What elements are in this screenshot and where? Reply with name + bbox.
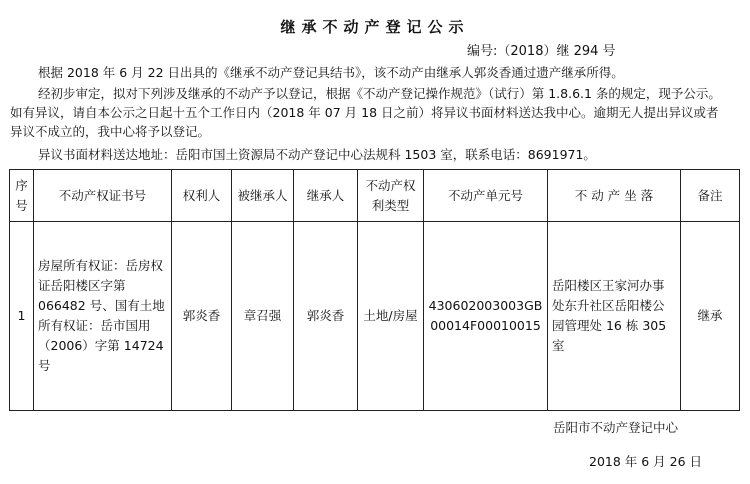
cell-remark: 继承: [681, 222, 740, 411]
paragraph-basis: 根据 2018 年 6 月 22 日出具的《继承不动产登记具结书》，该不动产由继承人郭炎香通过遗产继承所得。: [38, 65, 624, 80]
cell-unit-no: 430602003003GB00014F00010015: [424, 222, 548, 411]
table-header-row: [10, 170, 740, 222]
header-unit-no: 不动产单元号: [424, 170, 548, 222]
cell-cert: 房屋所有权证：岳房权证岳阳楼区字第 066482 号、国有土地所有权证：岳市国用（2006）字第 14724 号: [34, 222, 172, 411]
header-heir: 继承人: [294, 170, 358, 222]
document-title: 继承不动产登记公示: [280, 18, 470, 36]
table-row: [10, 222, 740, 411]
cell-heir: 郭炎香: [294, 222, 358, 411]
issuing-organization: 岳阳市不动产登记中心: [553, 420, 679, 435]
header-remark: 备注: [681, 170, 740, 222]
header-cert: 不动产权证书号: [34, 170, 172, 222]
header-seq: 序号: [10, 170, 34, 222]
cell-owner: 郭炎香: [172, 222, 232, 411]
paragraph-notice: 经初步审定，拟对下列涉及继承的不动产予以登记，根据《不动产登记操作规范》（试行）第 1.8.6.1 条的规定，现予公示。如有异议，请自本公示之日起十五个工作日内（2018 年 07 月 18 日之前）将异议书面材料送达我中心。逾期无人提出异议或者异议不成立的，我中心将予以登记。: [10, 86, 721, 139]
paragraph-address: 异议书面材料送达地址：岳阳市国土资源局不动产登记中心法规科 1503 室，联系电话：8691971。: [38, 147, 596, 162]
issue-date: 2018 年 6 月 26 日: [589, 454, 703, 469]
header-location: 不 动 产 坐 落: [548, 170, 681, 222]
registration-table: [9, 169, 740, 411]
cell-location: 岳阳楼区王家河办事处东升社区岳阳楼公园管理处 16 栋 305 室: [548, 222, 681, 411]
cell-decedent: 章召强: [232, 222, 294, 411]
header-decedent: 被继承人: [232, 170, 294, 222]
cell-right-type: 土地/房屋: [358, 222, 424, 411]
cell-seq: 1: [10, 222, 34, 411]
document-number: 编号:（2018）继 294 号: [467, 44, 616, 59]
header-right-type: 不动产权利类型: [358, 170, 424, 222]
header-owner: 权利人: [172, 170, 232, 222]
